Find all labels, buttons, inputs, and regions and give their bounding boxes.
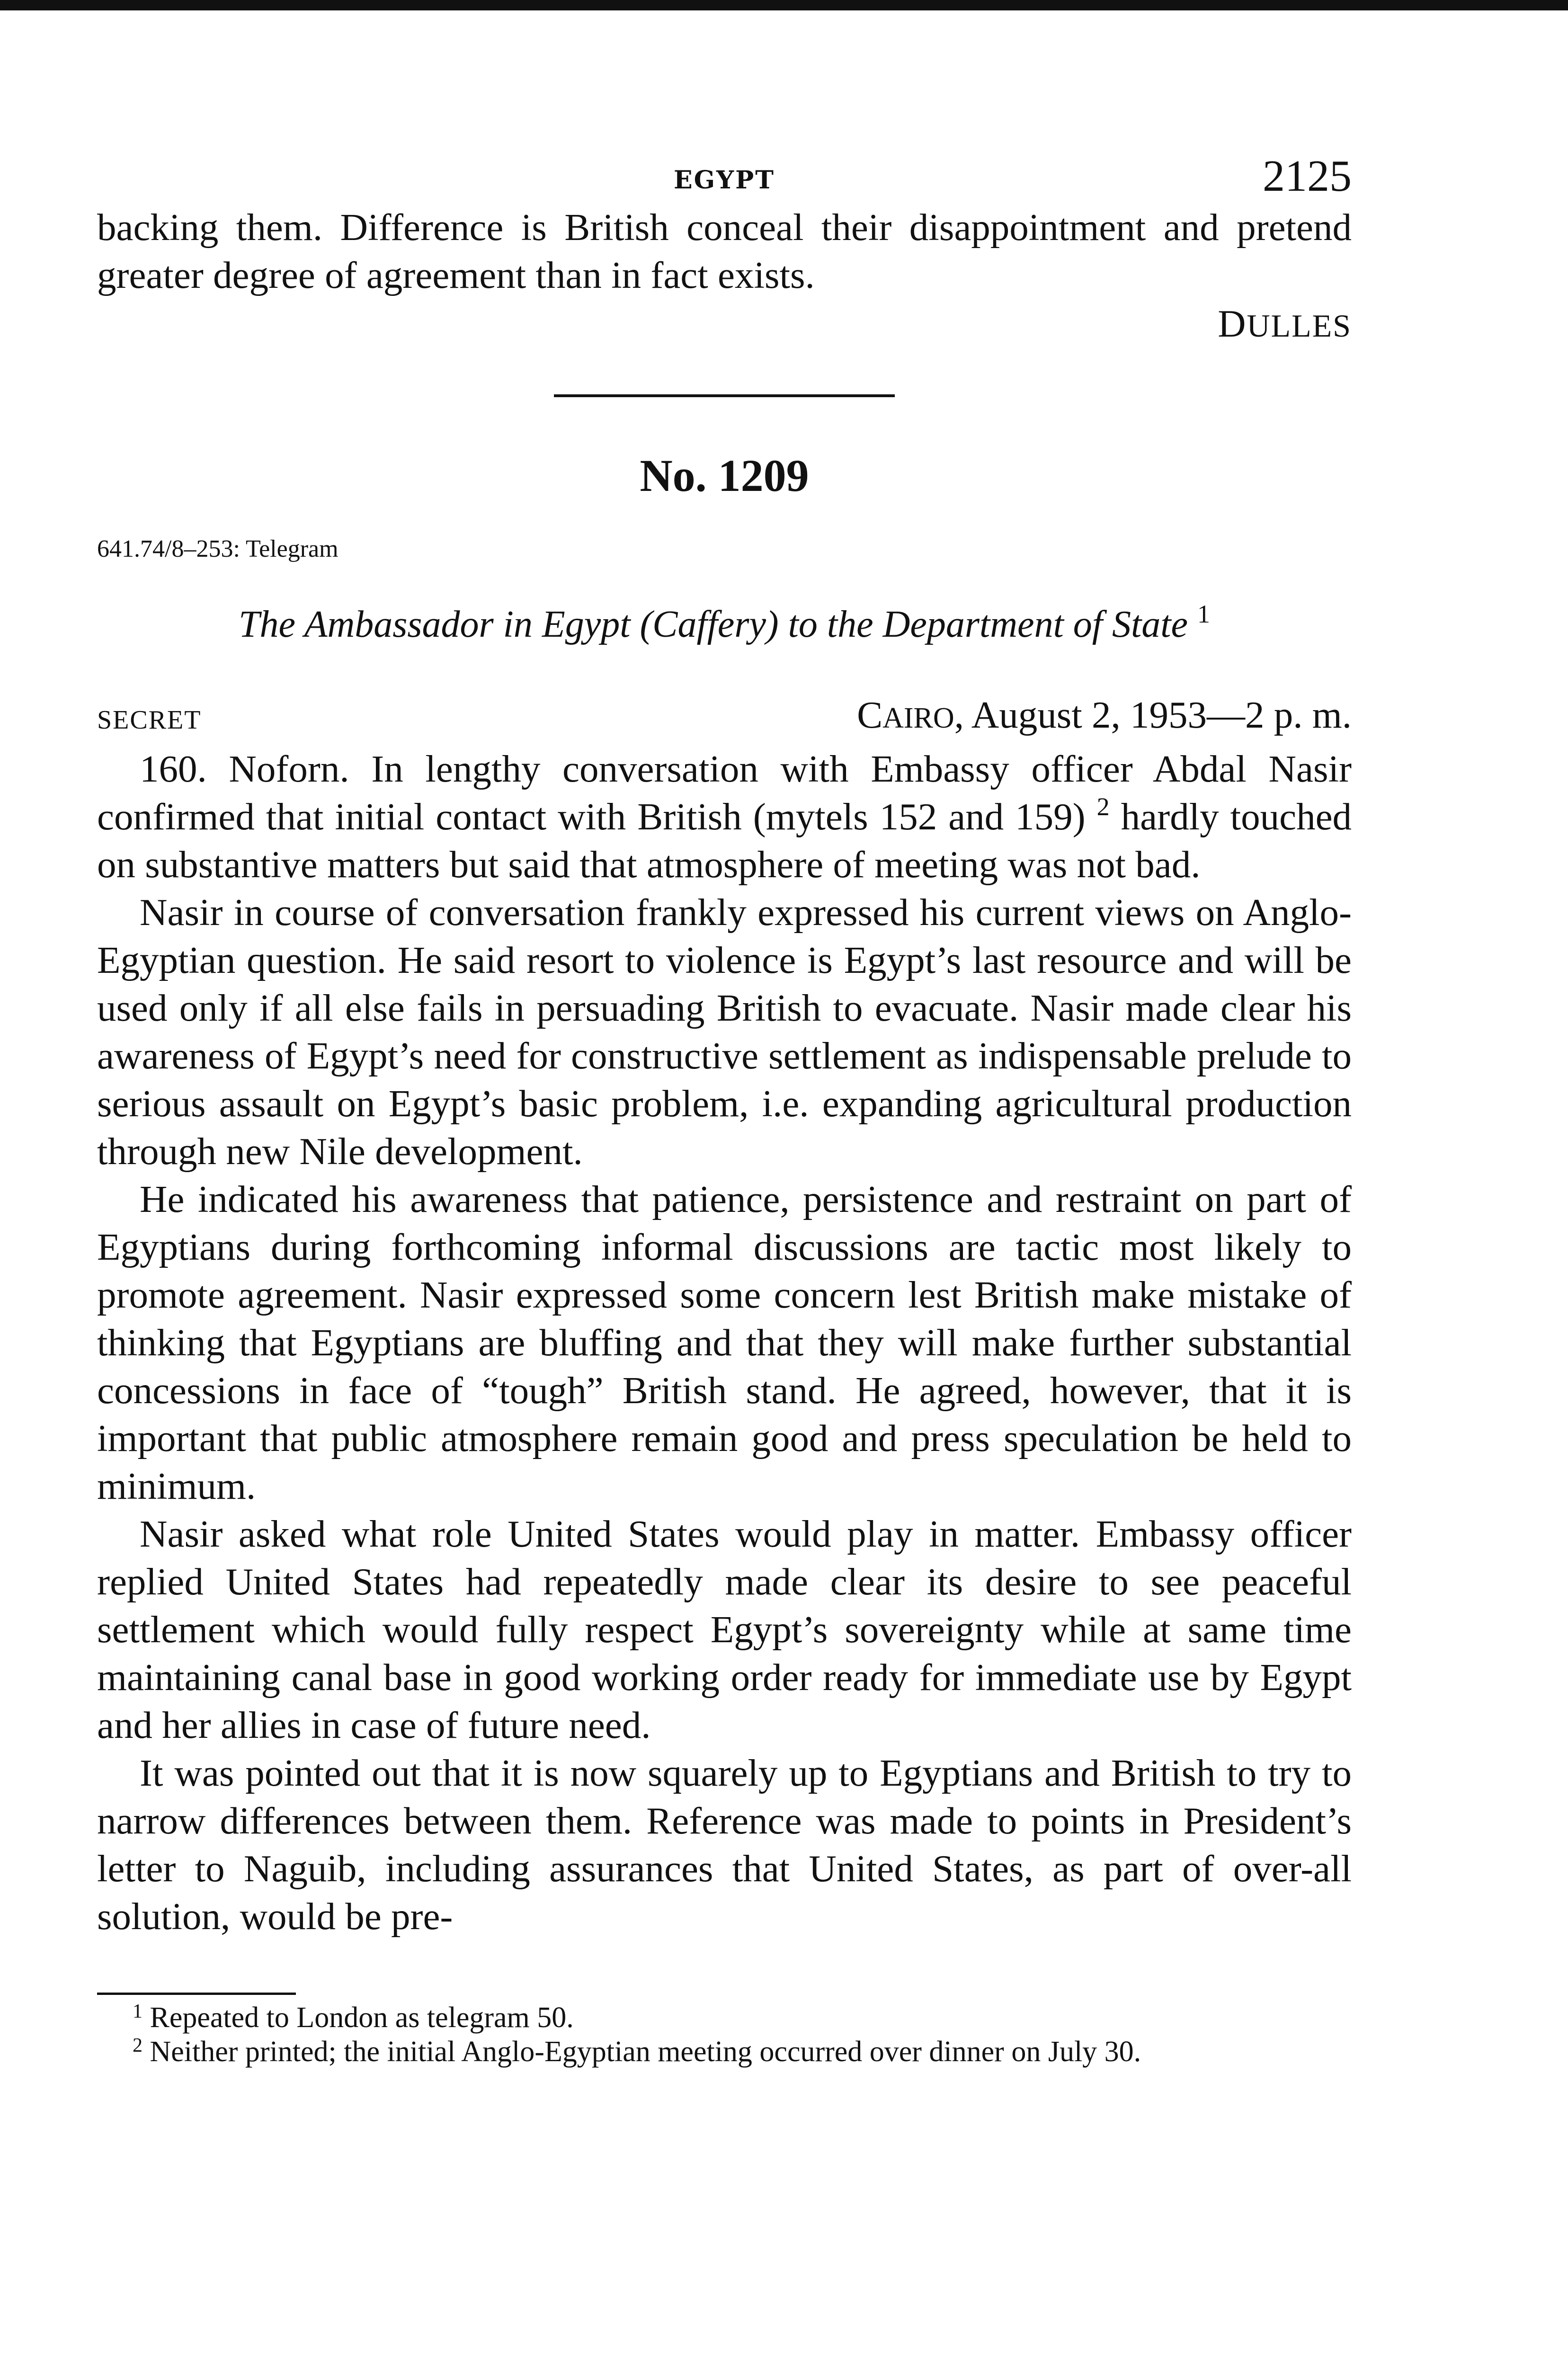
document-heading-text: The Ambassador in Egypt (Caffery) to the Department of State	[239, 604, 1188, 645]
footnote-1-mark: 1	[133, 2001, 143, 2022]
file-reference: 641.74/8–253: Telegram	[97, 535, 339, 562]
running-title: EGYPT	[674, 166, 775, 195]
body-paragraph-2: Nasir in course of conversation frankly expressed his current views on Anglo-Egyptian question. He said resort to violence is Egypt’s last resource and will be used only if all else fails in persuading British to evacuate. Nasir made clear his awareness of Egypt’s need for constructive settlement as indispensable prelude to serious assault on Egypt’s basic problem, i.e. expanding agricultural production through new Nile development.	[97, 891, 1352, 1173]
place-initial: C	[857, 694, 883, 736]
footnote-2	[97, 2035, 1352, 2069]
paragraph-1-text-a: 160. Noforn. In lengthy conversation with Embassy officer Abdal Nasir confirmed that initial contact with British (mytels 152 and 159)	[97, 747, 1352, 838]
document-heading	[97, 601, 1352, 648]
dateline	[97, 693, 1352, 745]
signature-initial: D	[1218, 302, 1247, 345]
previous-document-closing-text: backing them. Difference is British conceal their disappointment and pretend greater degree of agreement than in fact exists.	[97, 206, 1352, 296]
footnote-reference-1: 1	[1197, 600, 1210, 628]
body-paragraph-4: Nasir asked what role United States would play in matter. Embassy officer replied United States had repeatedly made clear its desire to see peaceful settlement which would fully respect Egypt’s sovereignty while at same time maintaining canal base in good working order ready for immediate use by Egypt and her allies in case of future need.	[97, 1513, 1352, 1746]
place-rest: AIRO	[882, 702, 954, 734]
body-paragraph-5: It was pointed out that it is now squarely up to Egyptians and British to try to narrow differences between them. Reference was made to points in President’s letter to Naguib, including assurances that United States, as part of over-all solution, would be pre-	[97, 1752, 1352, 1938]
classification-marking: SECRET	[97, 705, 202, 735]
footnote-1-text: Repeated to London as telegram 50.	[150, 2002, 574, 2034]
section-divider	[554, 394, 895, 397]
paragraph-1-text-b: hardly touched on substantive matters but said that atmosphere of meeting was not bad.	[97, 795, 1352, 886]
footnote-reference-2: 2	[1096, 792, 1110, 821]
page-number: 2125	[1263, 151, 1352, 201]
footnote-1	[97, 2001, 1352, 2035]
signature-rest: ULLES	[1247, 308, 1352, 344]
footnote-2-mark: 2	[133, 2035, 143, 2056]
date-text: , August 2, 1953—2 p. m.	[954, 694, 1352, 736]
body-paragraph-1	[97, 745, 1352, 889]
document-page	[97, 142, 1352, 2069]
signature	[97, 302, 1352, 346]
body-paragraph-3: He indicated his awareness that patience, persistence and restraint on part of Egyptians during forthcoming informal discussions are tactic most likely to promote agreement. Nasir expressed some concern lest British make mistake of thinking that Egyptians are bluffing and that they will make further substantial concessions in face of “tough” British stand. He agreed, however, that it is important that public atmosphere remain good and press speculation be held to minimum.	[97, 1178, 1352, 1507]
running-header	[97, 142, 1352, 204]
place-and-date	[857, 693, 1352, 737]
page-top-edge	[0, 0, 1568, 10]
footnote-rule	[97, 1993, 296, 1995]
footnote-2-text: Neither printed; the initial Anglo-Egyptian meeting occurred over dinner on July 30.	[150, 2036, 1141, 2068]
document-number: No. 1209	[640, 450, 809, 501]
footnotes	[97, 2001, 1352, 2069]
